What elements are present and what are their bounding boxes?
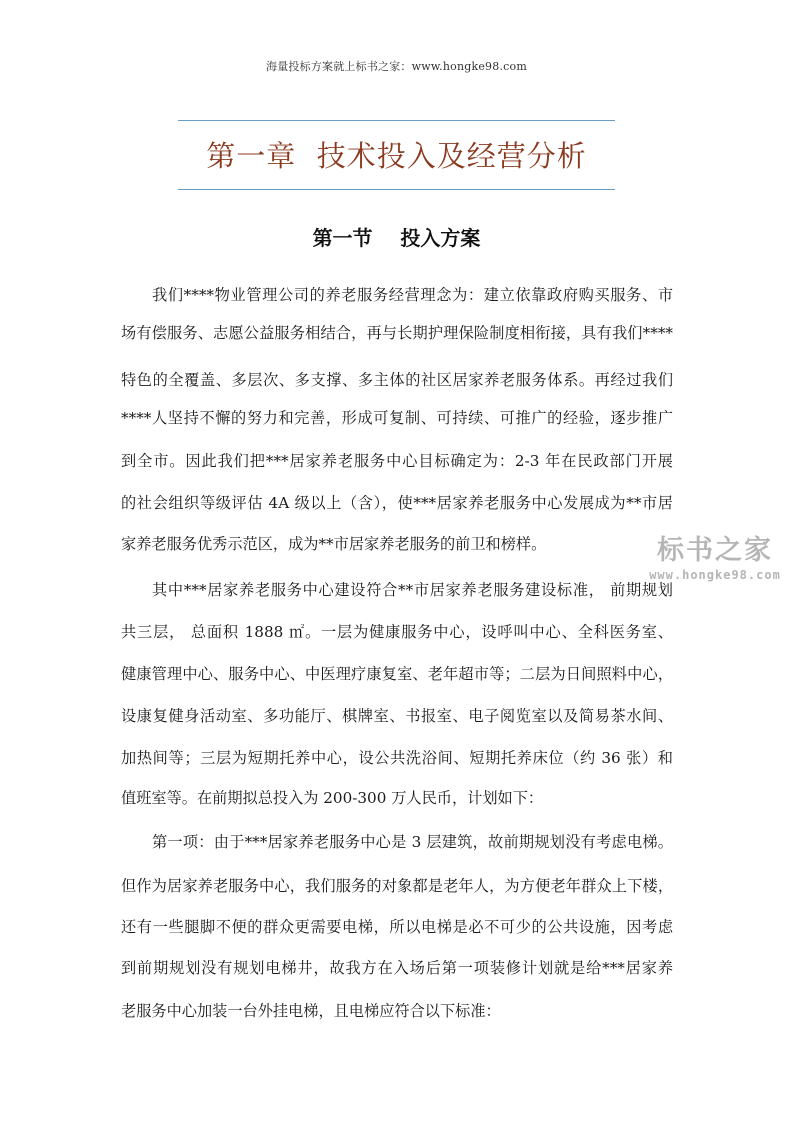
watermark-title: 标书之家 [657, 535, 773, 566]
paragraph-line: 共三层， 总面积 1888 ㎡。一层为健康服务中心，设呼叫中心、全科医务室、 [121, 623, 673, 641]
paragraph-line: 到全市。因此我们把***居家养老服务中心目标确定为：2-3 年在民政部门开展 [121, 452, 673, 470]
paragraph-line: 的社会组织等级评估 4A 级以上（含），使***居家养老服务中心发展成为**市居 [121, 494, 673, 512]
paragraph-line: ****人坚持不懈的努力和完善，形成可复制、可持续、可推广的经验，逐步推广 [121, 409, 673, 427]
page-header: 海量投标方案就上标书之家：www.hongke98.com [266, 60, 527, 73]
paragraph-line: 还有一些腿脚不便的群众更需要电梯，所以电梯是必不可少的公共设施，因考虑 [121, 918, 673, 936]
paragraph-line: 但作为居家养老服务中心，我们服务的对象都是老年人，为方便老年群众上下楼， [121, 877, 673, 895]
paragraph-line: 我们****物业管理公司的养老服务经营理念为：建立依靠政府购买服务、市 [152, 286, 673, 304]
paragraph-line: 场有偿服务、志愿公益服务相结合，再与长期护理保险制度相衔接，具有我们**** [121, 324, 673, 342]
title-rule-top [178, 120, 615, 121]
paragraph-line: 家养老服务优秀示范区，成为**市居家养老服务的前卫和榜样。 [121, 535, 547, 553]
paragraph-line: 健康管理中心、服务中心、中医理疗康复室、老年超市等；二层为日间照料中心， [121, 665, 673, 683]
paragraph-line: 值班室等。在前期拟总投入为 200-300 万人民币，计划如下： [121, 789, 544, 807]
paragraph-line: 设康复健身活动室、多功能厅、棋牌室、书报室、电子阅览室以及简易茶水间、 [121, 707, 673, 725]
chapter-title: 第一章 技术投入及经营分析 [206, 139, 587, 173]
paragraph-line: 加热间等；三层为短期托养中心，设公共洗浴间、短期托养床位（约 36 张）和 [121, 749, 673, 767]
section-title: 第一节 投入方案 [312, 226, 481, 250]
paragraph-line: 其中***居家养老服务中心建设符合**市居家养老服务建设标准， 前期规划 [152, 581, 673, 599]
paragraph-line: 到前期规划没有规划电梯井，故我方在入场后第一项装修计划就是给***居家养 [121, 959, 673, 977]
paragraph-line: 老服务中心加装一台外挂电梯，且电梯应符合以下标准： [121, 1002, 501, 1020]
title-rule-bottom [178, 189, 615, 190]
watermark-logo [640, 535, 790, 583]
paragraph-line: 特色的全覆盖、多层次、多支撑、多主体的社区居家养老服务体系。再经过我们 [121, 371, 673, 389]
paragraph-line: 第一项：由于***居家养老服务中心是 3 层建筑，故前期规划没有考虑电梯。 [152, 833, 673, 851]
watermark-url: www.hongke98.com [649, 568, 781, 582]
